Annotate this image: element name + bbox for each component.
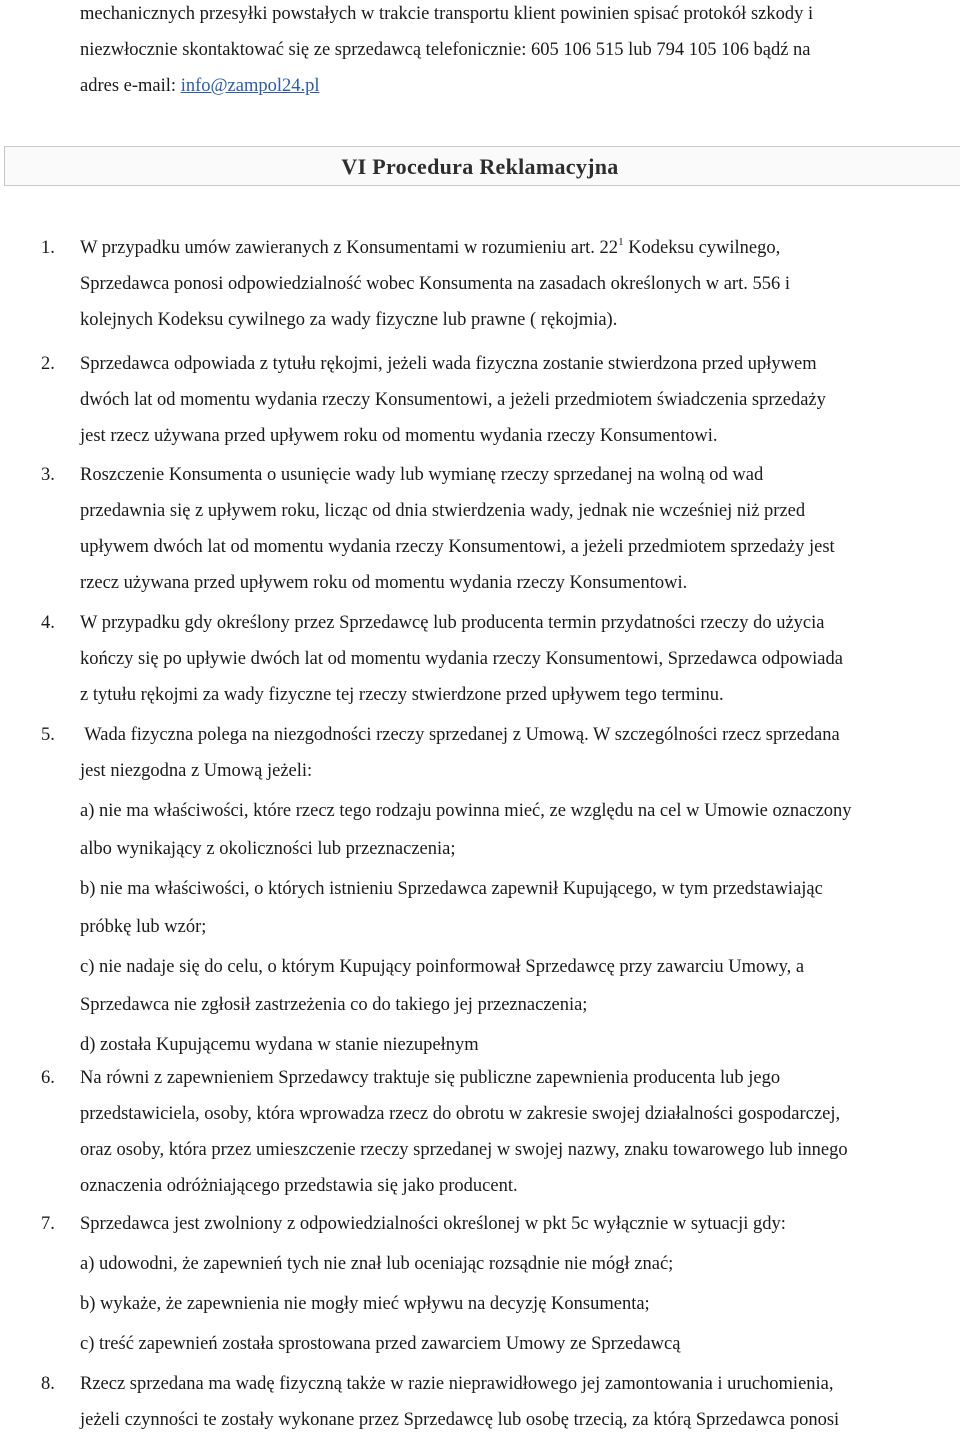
item-5-sub-b-line-2: próbkę lub wzór; — [80, 917, 207, 937]
item-6-line-4: oznaczenia odróżniającego przedstawia się jako producent. — [80, 1176, 518, 1196]
item-5-sub-b-line-1: b) nie ma właściwości, o których istnieniu Sprzedawca zapewnił Kupującego, w tym przedstawiając — [80, 879, 823, 899]
email-link[interactable]: info@zampol24.pl — [180, 76, 320, 96]
item-3-line-4: rzecz używana przed upływem roku od momentu wydania rzeczy Konsumentowi. — [80, 573, 688, 593]
item-6-line-3: oraz osoby, która przez umieszczenie rzeczy sprzedanej w swojej nazwy, znaku towarowego lub innego — [80, 1140, 848, 1160]
intro-line-2: niezwłocznie skontaktować się ze sprzedawcą telefonicznie: 605 106 515 lub 794 105 106 bądź na — [80, 40, 811, 60]
superscript: 1 — [618, 236, 624, 248]
item-3-line-2: przedawnia się z upływem roku, licząc od dnia stwierdzenia wady, jednak nie wcześniej niż przed — [80, 501, 806, 521]
list-item-text — [80, 1206, 955, 1362]
list-item-number: 2. — [41, 354, 55, 374]
item-4-line-1: W przypadku gdy określony przez Sprzedawcę lub producenta termin przydatności rzeczy do użycia — [80, 613, 825, 633]
item-8-line-2: jeżeli czynności te zostały wykonane przez Sprzedawcę lub osobę trzecią, za którą Sprzedawca ponosi — [80, 1410, 840, 1430]
item-3-line-1: Roszczenie Konsumenta o usunięcie wady lub wymianę rzeczy sprzedanej na wolną od wad — [80, 465, 764, 485]
item-3-line-3: upływem dwóch lat od momentu wydania rzeczy Konsumentowi, a jeżeli przedmiotem sprzedaży jest — [80, 537, 835, 557]
list-item-number: 6. — [41, 1068, 55, 1088]
item-4-line-2: kończy się po upływie dwóch lat od momentu wydania rzeczy Konsumentowi, Sprzedawca odpowiada — [80, 649, 843, 669]
item-1-line-1-text: W przypadku umów zawieranych z Konsumentami w rozumieniu art. 22 — [80, 238, 619, 258]
list-item-text — [80, 457, 955, 601]
intro-line-1: mechanicznych przesyłki powstałych w trakcie transportu klient powinien spisać protokół szkody i — [80, 4, 814, 24]
item-2-line-1: Sprzedawca odpowiada z tytułu rękojmi, jeżeli wada fizyczna zostanie stwierdzona przed upływem — [80, 354, 817, 374]
list-item-text — [80, 717, 955, 1063]
item-5-sub-c-line-2: Sprzedawca nie zgłosił zastrzeżenia co do takiego jej przeznaczenia; — [80, 995, 588, 1015]
list-item-text — [80, 605, 955, 713]
item-5-line-1: Wada fizyczna polega na niezgodności rzeczy sprzedanej z Umową. W szczególności rzecz sprzedana — [80, 725, 840, 745]
intro-email-prefix: adres e-mail: — [80, 76, 181, 96]
item-7-sub-b: b) wykaże, że zapewnienia nie mogły mieć wpływu na decyzję Konsumenta; — [80, 1294, 650, 1314]
item-5-line-2: jest niezgodna z Umową jeżeli: — [80, 761, 313, 781]
item-6-line-2: przedstawiciela, osoby, która wprowadza rzecz do obrotu w zakresie swojej działalności gospodarczej, — [80, 1104, 841, 1124]
item-1-line-2: Sprzedawca ponosi odpowiedzialność wobec Konsumenta na zasadach określonych w art. 556 i — [80, 274, 790, 294]
item-7-line-1: Sprzedawca jest zwolniony z odpowiedzialności określonej w pkt 5c wyłącznie w sytuacji gdy: — [80, 1214, 786, 1234]
item-5-sub-a-line-2: albo wynikający z okoliczności lub przeznaczenia; — [80, 839, 456, 859]
list-item-number: 1. — [41, 238, 55, 258]
list-item-text — [80, 1060, 955, 1204]
item-1-line-1-end: Kodeksu cywilnego, — [623, 238, 781, 258]
intro-paragraph — [80, 0, 950, 104]
item-6-line-1: Na równi z zapewnieniem Sprzedawcy traktuje się publiczne zapewnienia producenta lub jego — [80, 1068, 781, 1088]
intro-line-3 — [80, 68, 950, 104]
item-7-sub-a: a) udowodni, że zapewnień tych nie znał lub oceniając rozsądnie nie mógł znać; — [80, 1254, 674, 1274]
item-1-line-1 — [80, 230, 955, 266]
list-item-number: 7. — [41, 1214, 55, 1234]
list-item-text — [80, 230, 955, 338]
item-1-line-3: kolejnych Kodeksu cywilnego za wady fizyczne lub prawne ( rękojmia). — [80, 310, 618, 330]
item-5-sub-d-line-1: d) została Kupującemu wydana w stanie niezupełnym — [80, 1035, 479, 1055]
list-item-text — [80, 1366, 955, 1438]
item-5-sub-c-line-1: c) nie nadaje się do celu, o którym Kupujący poinformował Sprzedawcę przy zawarciu Umowy, a — [80, 957, 805, 977]
item-7-sub-c: c) treść zapewnień została sprostowana przed zawarciem Umowy ze Sprzedawcą — [80, 1334, 681, 1354]
item-2-line-3: jest rzecz używana przed upływem roku od momentu wydania rzeczy Konsumentowi. — [80, 426, 718, 446]
item-5-sub-a-line-1: a) nie ma właściwości, które rzecz tego rodzaju powinna mieć, ze względu na cel w Umowie oznaczony — [80, 801, 852, 821]
list-item-number: 8. — [41, 1374, 55, 1394]
item-4-line-3: z tytułu rękojmi za wady fizyczne tej rzeczy stwierdzone przed upływem tego terminu. — [80, 685, 724, 705]
list-item-number: 3. — [41, 465, 55, 485]
list-item-number: 4. — [41, 613, 55, 633]
list-item-number: 5. — [41, 725, 55, 745]
item-2-line-2: dwóch lat od momentu wydania rzeczy Konsumentowi, a jeżeli przedmiotem świadczenia sprzedaży — [80, 390, 826, 410]
section-title: VI Procedura Reklamacyjna — [341, 154, 619, 179]
item-8-line-1: Rzecz sprzedana ma wadę fizyczną także w razie nieprawidłowego jej zamontowania i uruchomienia, — [80, 1374, 834, 1394]
list-item-text — [80, 346, 955, 454]
